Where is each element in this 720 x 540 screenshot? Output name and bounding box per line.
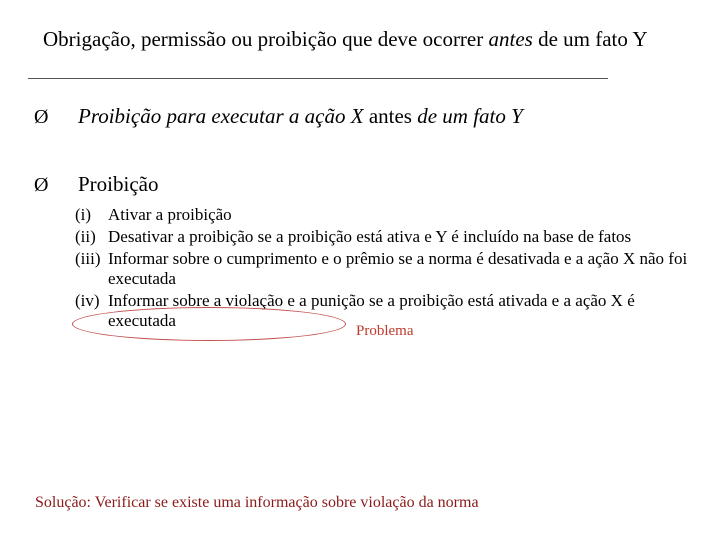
title-text-italic: antes — [488, 27, 533, 51]
list-item — [75, 249, 695, 289]
item-number: (ii) — [75, 227, 96, 246]
item-text: Desativar a proibição se a proibição está ativa e Y é incluído na base de fatos — [108, 227, 632, 246]
bullet-prohibition-before — [78, 103, 523, 129]
item-number: (iii) — [75, 249, 101, 268]
title-text-before: Obrigação, permissão ou proibição que deve ocorrer — [43, 27, 489, 51]
bullet-1-italic-b: de um fato Y — [417, 104, 523, 128]
solution-note: Solução: Verificar se existe uma informação sobre violação da norma — [35, 494, 479, 511]
item-text: Ativar a proibição — [108, 205, 232, 224]
arrow-bullet-icon: Ø — [34, 106, 49, 128]
title-text-after: de um fato Y — [532, 27, 648, 51]
bullet-1-plain: antes — [363, 104, 418, 128]
slide-title — [43, 26, 683, 53]
bullet-1-italic-a: Proibição para executar a ação X — [78, 104, 364, 128]
highlight-ellipse — [72, 307, 346, 341]
item-number: (iv) — [75, 291, 100, 310]
arrow-bullet-icon: Ø — [34, 174, 49, 196]
title-underline — [28, 78, 608, 79]
item-text: Informar sobre o cumprimento e o prêmio se a norma é desativada e a ação X não foi executada — [108, 249, 688, 288]
problem-annotation: Problema — [356, 323, 414, 339]
list-item — [75, 205, 695, 225]
bullet-prohibition: Proibição — [78, 172, 159, 196]
item-text: Informar sobre a violação e a punição se a proibição está ativada e a ação X é executada — [108, 291, 635, 330]
list-item — [75, 227, 695, 247]
item-number: (i) — [75, 205, 92, 224]
